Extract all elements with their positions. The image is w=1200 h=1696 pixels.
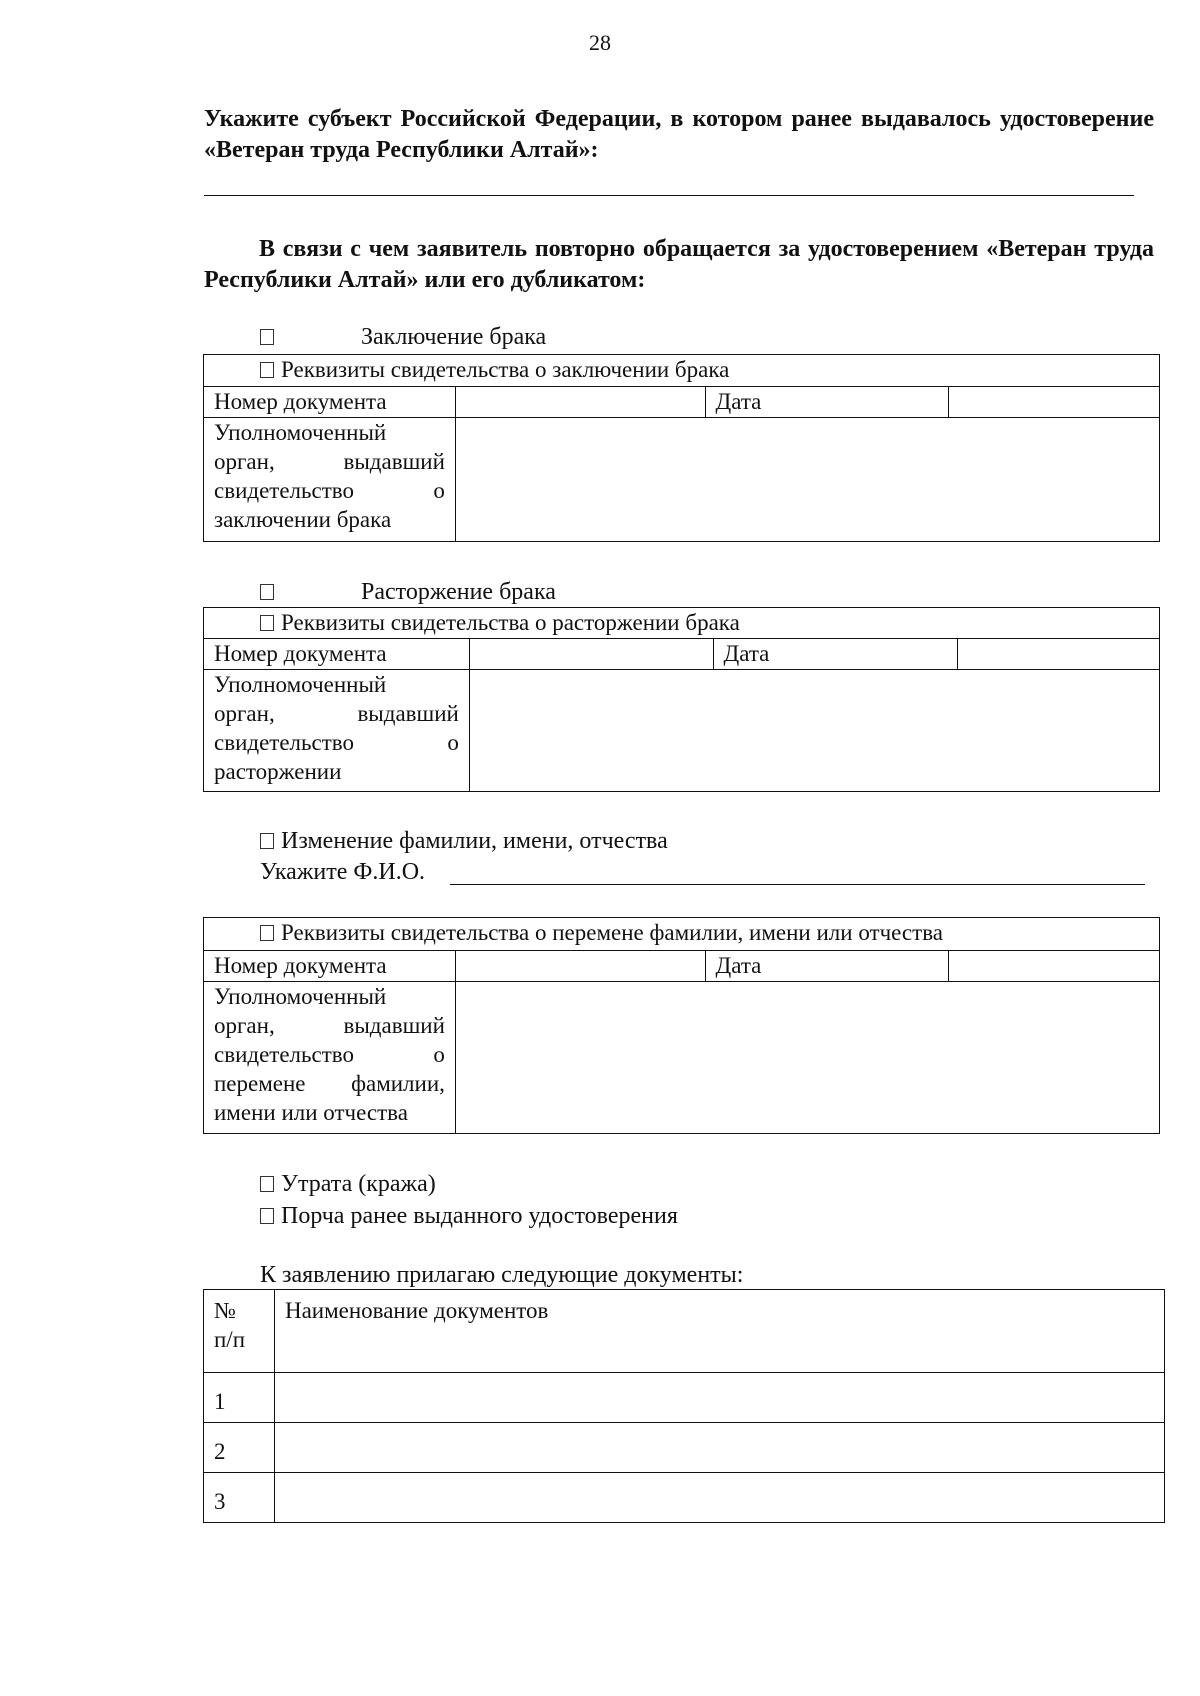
name-change-table-header[interactable]: Реквизиты свидетельства о перемене фамилии, имени или отчества — [204, 918, 1160, 951]
divorce-doc-number-input[interactable] — [469, 639, 713, 670]
divorce-cert-checkbox[interactable] — [260, 615, 274, 631]
name-change-authority-input[interactable] — [455, 982, 1159, 1134]
divorce-date-input[interactable] — [958, 639, 1160, 670]
divorce-option[interactable] — [260, 578, 556, 606]
fio-input-line[interactable] — [450, 884, 1145, 885]
name-change-certificate-table — [203, 917, 1160, 1134]
marriage-cert-checkbox[interactable] — [260, 362, 274, 378]
document-name-input[interactable] — [274, 1423, 1164, 1473]
name-change-option[interactable] — [260, 827, 668, 855]
question-region: Укажите субъект Российской Федерации, в котором ранее выдавалось удостоверение «Ветеран труда Республики Алтай»: — [204, 106, 1154, 163]
doc-number-label: Номер документа — [204, 639, 470, 670]
marriage-table-header[interactable]: Реквизиты свидетельства о заключении брака — [204, 355, 1160, 387]
authority-label: Уполномоченный орган, выдавший свидетельство о расторжении — [204, 670, 470, 792]
row-number: 3 — [204, 1473, 275, 1523]
divorce-certificate-table — [203, 607, 1160, 792]
date-label: Дата — [713, 639, 958, 670]
loss-checkbox[interactable] — [260, 1176, 274, 1192]
name-change-doc-number-input[interactable] — [455, 951, 705, 982]
name-change-cert-checkbox[interactable] — [260, 925, 274, 941]
fio-label: Укажите Ф.И.О. — [260, 859, 426, 885]
loss-option-label: Утрата (кража) — [281, 1171, 436, 1197]
table-row — [204, 1423, 1165, 1473]
name-change-checkbox[interactable] — [260, 833, 274, 849]
marriage-authority-input[interactable] — [455, 418, 1159, 542]
marriage-date-input[interactable] — [949, 387, 1160, 418]
damage-option[interactable] — [260, 1202, 678, 1230]
divorce-authority-input[interactable] — [469, 670, 1159, 792]
table-row — [204, 1473, 1165, 1523]
damage-checkbox[interactable] — [260, 1208, 274, 1224]
attachments-table — [203, 1289, 1165, 1523]
date-label: Дата — [705, 951, 949, 982]
marriage-checkbox[interactable] — [260, 329, 274, 345]
marriage-option-label: Заключение брака — [361, 324, 547, 350]
document-name-input[interactable] — [274, 1473, 1164, 1523]
divorce-checkbox[interactable] — [260, 584, 274, 600]
question-reason: В связи с чем заявитель повторно обращается за удостоверением «Ветеран труда Республики Алтай» или его дубликатом: — [204, 236, 1154, 293]
row-number: 1 — [204, 1373, 275, 1423]
divorce-option-label: Расторжение брака — [361, 579, 556, 605]
table-row — [204, 1373, 1165, 1423]
doc-number-label: Номер документа — [204, 387, 456, 418]
date-label: Дата — [705, 387, 949, 418]
marriage-option[interactable] — [260, 323, 546, 351]
doc-number-label: Номер документа — [204, 951, 456, 982]
authority-label: Уполномоченный орган, выдавший свидетельство о заключении брака — [204, 418, 456, 542]
divorce-table-header[interactable]: Реквизиты свидетельства о расторжении брака — [204, 608, 1160, 639]
document-name-input[interactable] — [274, 1373, 1164, 1423]
name-change-date-input[interactable] — [949, 951, 1160, 982]
marriage-certificate-table — [203, 354, 1160, 542]
attachments-intro: К заявлению прилагаю следующие документы: — [260, 1262, 744, 1288]
loss-option[interactable] — [260, 1170, 436, 1198]
name-change-option-label: Изменение фамилии, имени, отчества — [281, 828, 668, 854]
page-number: 28 — [589, 30, 611, 55]
damage-option-label: Порча ранее выданного удостоверения — [281, 1203, 678, 1229]
marriage-doc-number-input[interactable] — [455, 387, 705, 418]
col-number-header: № п/п — [204, 1290, 275, 1373]
region-input-line[interactable] — [204, 195, 1134, 196]
row-number: 2 — [204, 1423, 275, 1473]
authority-label: Уполномоченный орган, выдавший свидетельство о перемене фамилии, имени или отчества — [204, 982, 456, 1134]
col-name-header: Наименование документов — [274, 1290, 1164, 1373]
